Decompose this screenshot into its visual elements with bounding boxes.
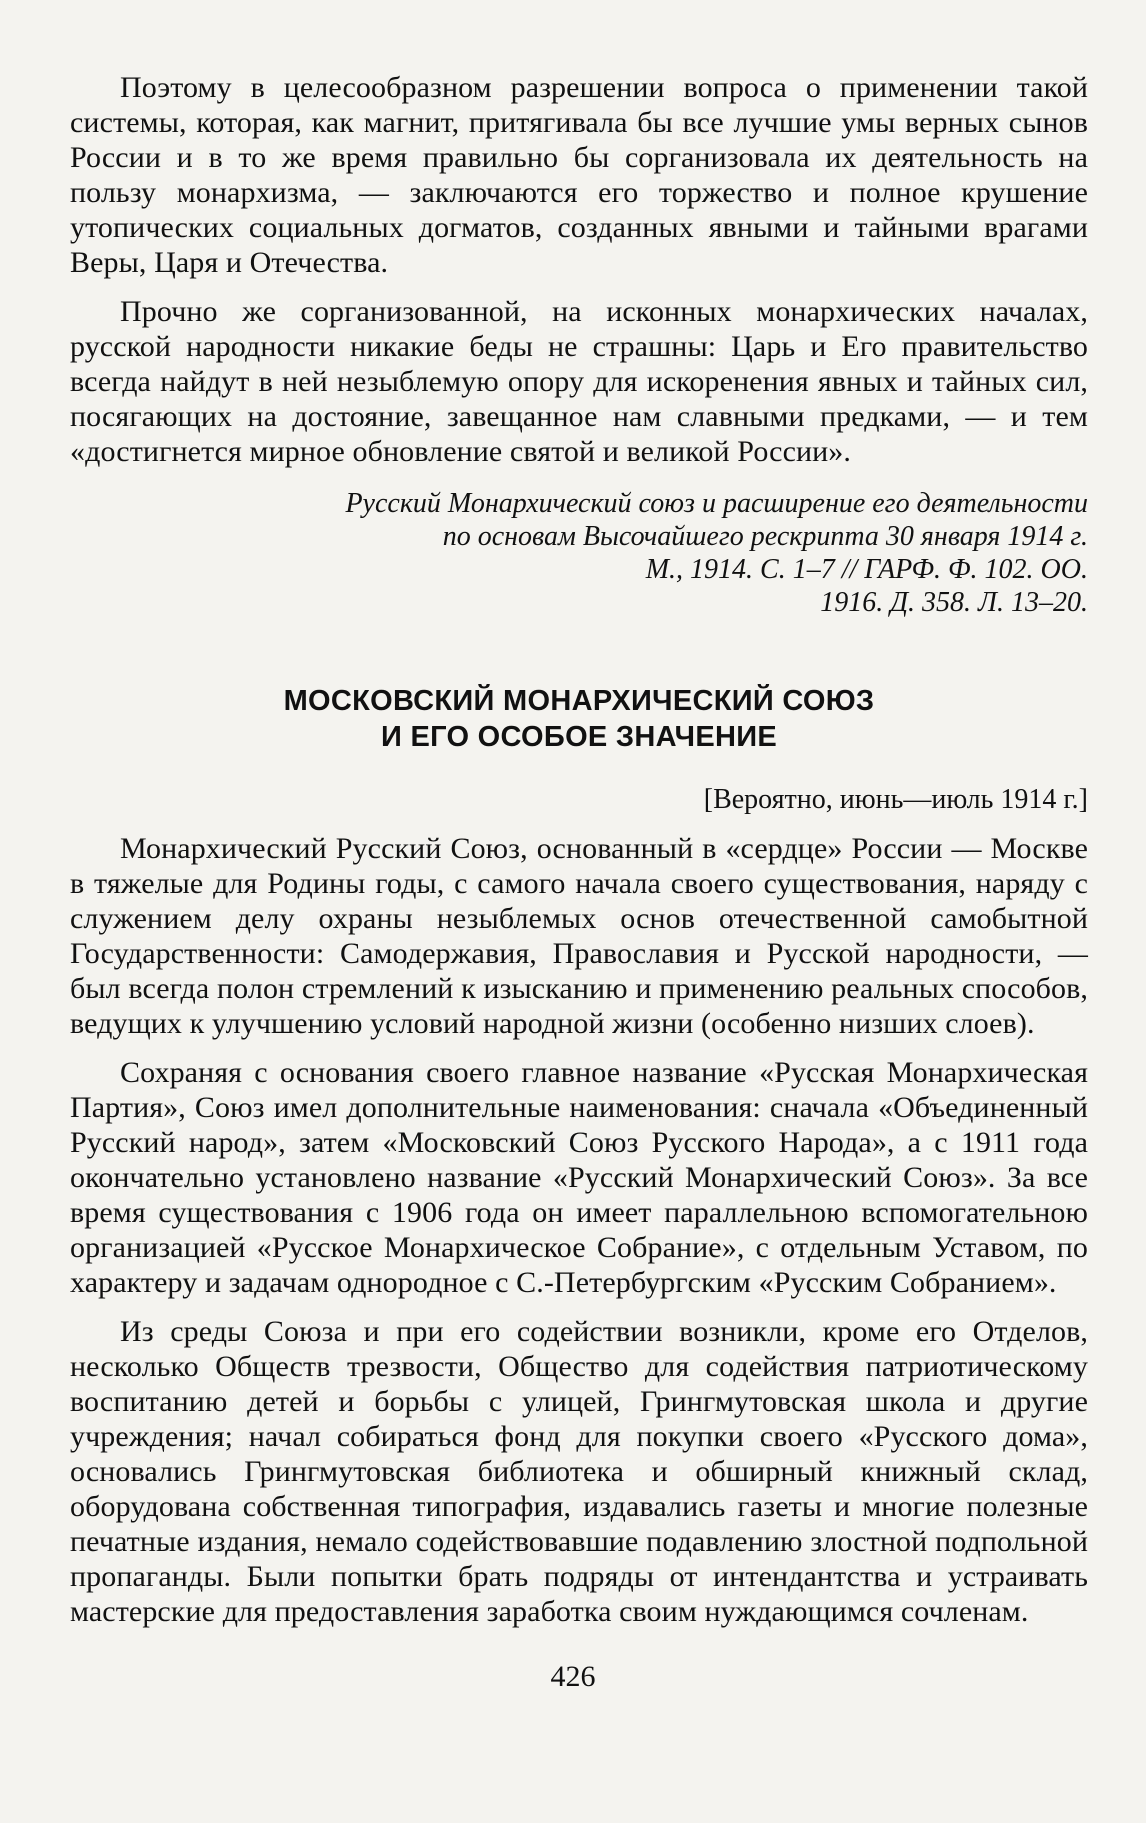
- date-note: [Вероятно, июнь—июль 1914 г.]: [703, 784, 1088, 815]
- source-line: по основам Высочайшего рескрипта 30 января 1914 г.: [442, 521, 1088, 552]
- source-line: Русский Монархический союз и расширение его деятельности: [345, 488, 1088, 519]
- section-title-line-1: МОСКОВСКИЙ МОНАРХИЧЕСКИЙ СОЮЗ: [283, 685, 875, 717]
- source-citation: [70, 487, 1088, 619]
- text-column: [70, 70, 1088, 1643]
- section-title: [70, 683, 1088, 755]
- article2-paragraph-3: Из среды Союза и при его содействии возникли, кроме его Отделов, несколько Обществ трезвости, Общество для содействия патриотическому воспитанию детей и борьбы с улицей, Грингмутовская школа и другие учреждения; начал собираться фонд для покупки своего «Русского дома», основались Грингмутовская библиотека и обширный книжный склад, оборудована собственная типография, издавались газеты и многие полезные печатные издания, немало содействовавшие подавлению злостной подпольной пропаганды. Были попытки брать подряды от интендантства и устраивать мастерские для предоставления заработка своим нуждающимся сочленам.: [70, 1315, 1088, 1628]
- source-line: М., 1914. С. 1–7 // ГАРФ. Ф. 102. ОО.: [645, 554, 1088, 585]
- article1-paragraph-2: Прочно же сорганизованной, на исконных монархических началах, русской народности никакие беды не страшны: Царь и Его правительство всегда найдут в ней незыблемую опору для искоренения явных и тайных сил, посягающих на достояние, завещанное нам славными предками, — и тем «достигнется мирное обновление святой и великой России».: [70, 295, 1088, 468]
- article1-paragraph-1: Поэтому в целесообразном разрешении вопроса о применении такой системы, которая, как магнит, притягивала бы все лучшие умы верных сынов России и в то же время правильно бы сорганизовала их деятельность на пользу монархизма, — заключаются его торжество и полное крушение утопических социальных догматов, созданных явными и тайными врагами Веры, Царя и Отечества.: [70, 71, 1088, 279]
- page-number: 426: [550, 1660, 596, 1693]
- article2-paragraph-1: Монархический Русский Союз, основанный в «сердце» России — Москве в тяжелые для Родины годы, с самого начала своего существования, наряду с служением делу охраны незыблемых основ отечественной самобытной Государственности: Самодержавия, Православия и Русской народности, — был всегда полон стремлений к изысканию и применению реальных способов, ведущих к улучшению условий народной жизни (особенно низших слоев).: [70, 832, 1088, 1040]
- source-line: 1916. Д. 358. Л. 13–20.: [820, 587, 1088, 618]
- article2-paragraph-2: Сохраняя с основания своего главное название «Русская Монархическая Партия», Союз имел дополнительные наименования: сначала «Объединенный Русский народ», затем «Московский Союз Русского Народа», а с 1911 года окончательно установлено название «Русский Монархический Союз». За все время существования с 1906 года он имеет параллельною вспомогательною организацией «Русское Монархическое Собрание», с отдельным Уставом, по характеру и задачам однородное с С.-Петербургским «Русским Собранием».: [70, 1056, 1088, 1299]
- section-title-line-2: И ЕГО ОСОБОЕ ЗНАЧЕНИЕ: [380, 721, 778, 753]
